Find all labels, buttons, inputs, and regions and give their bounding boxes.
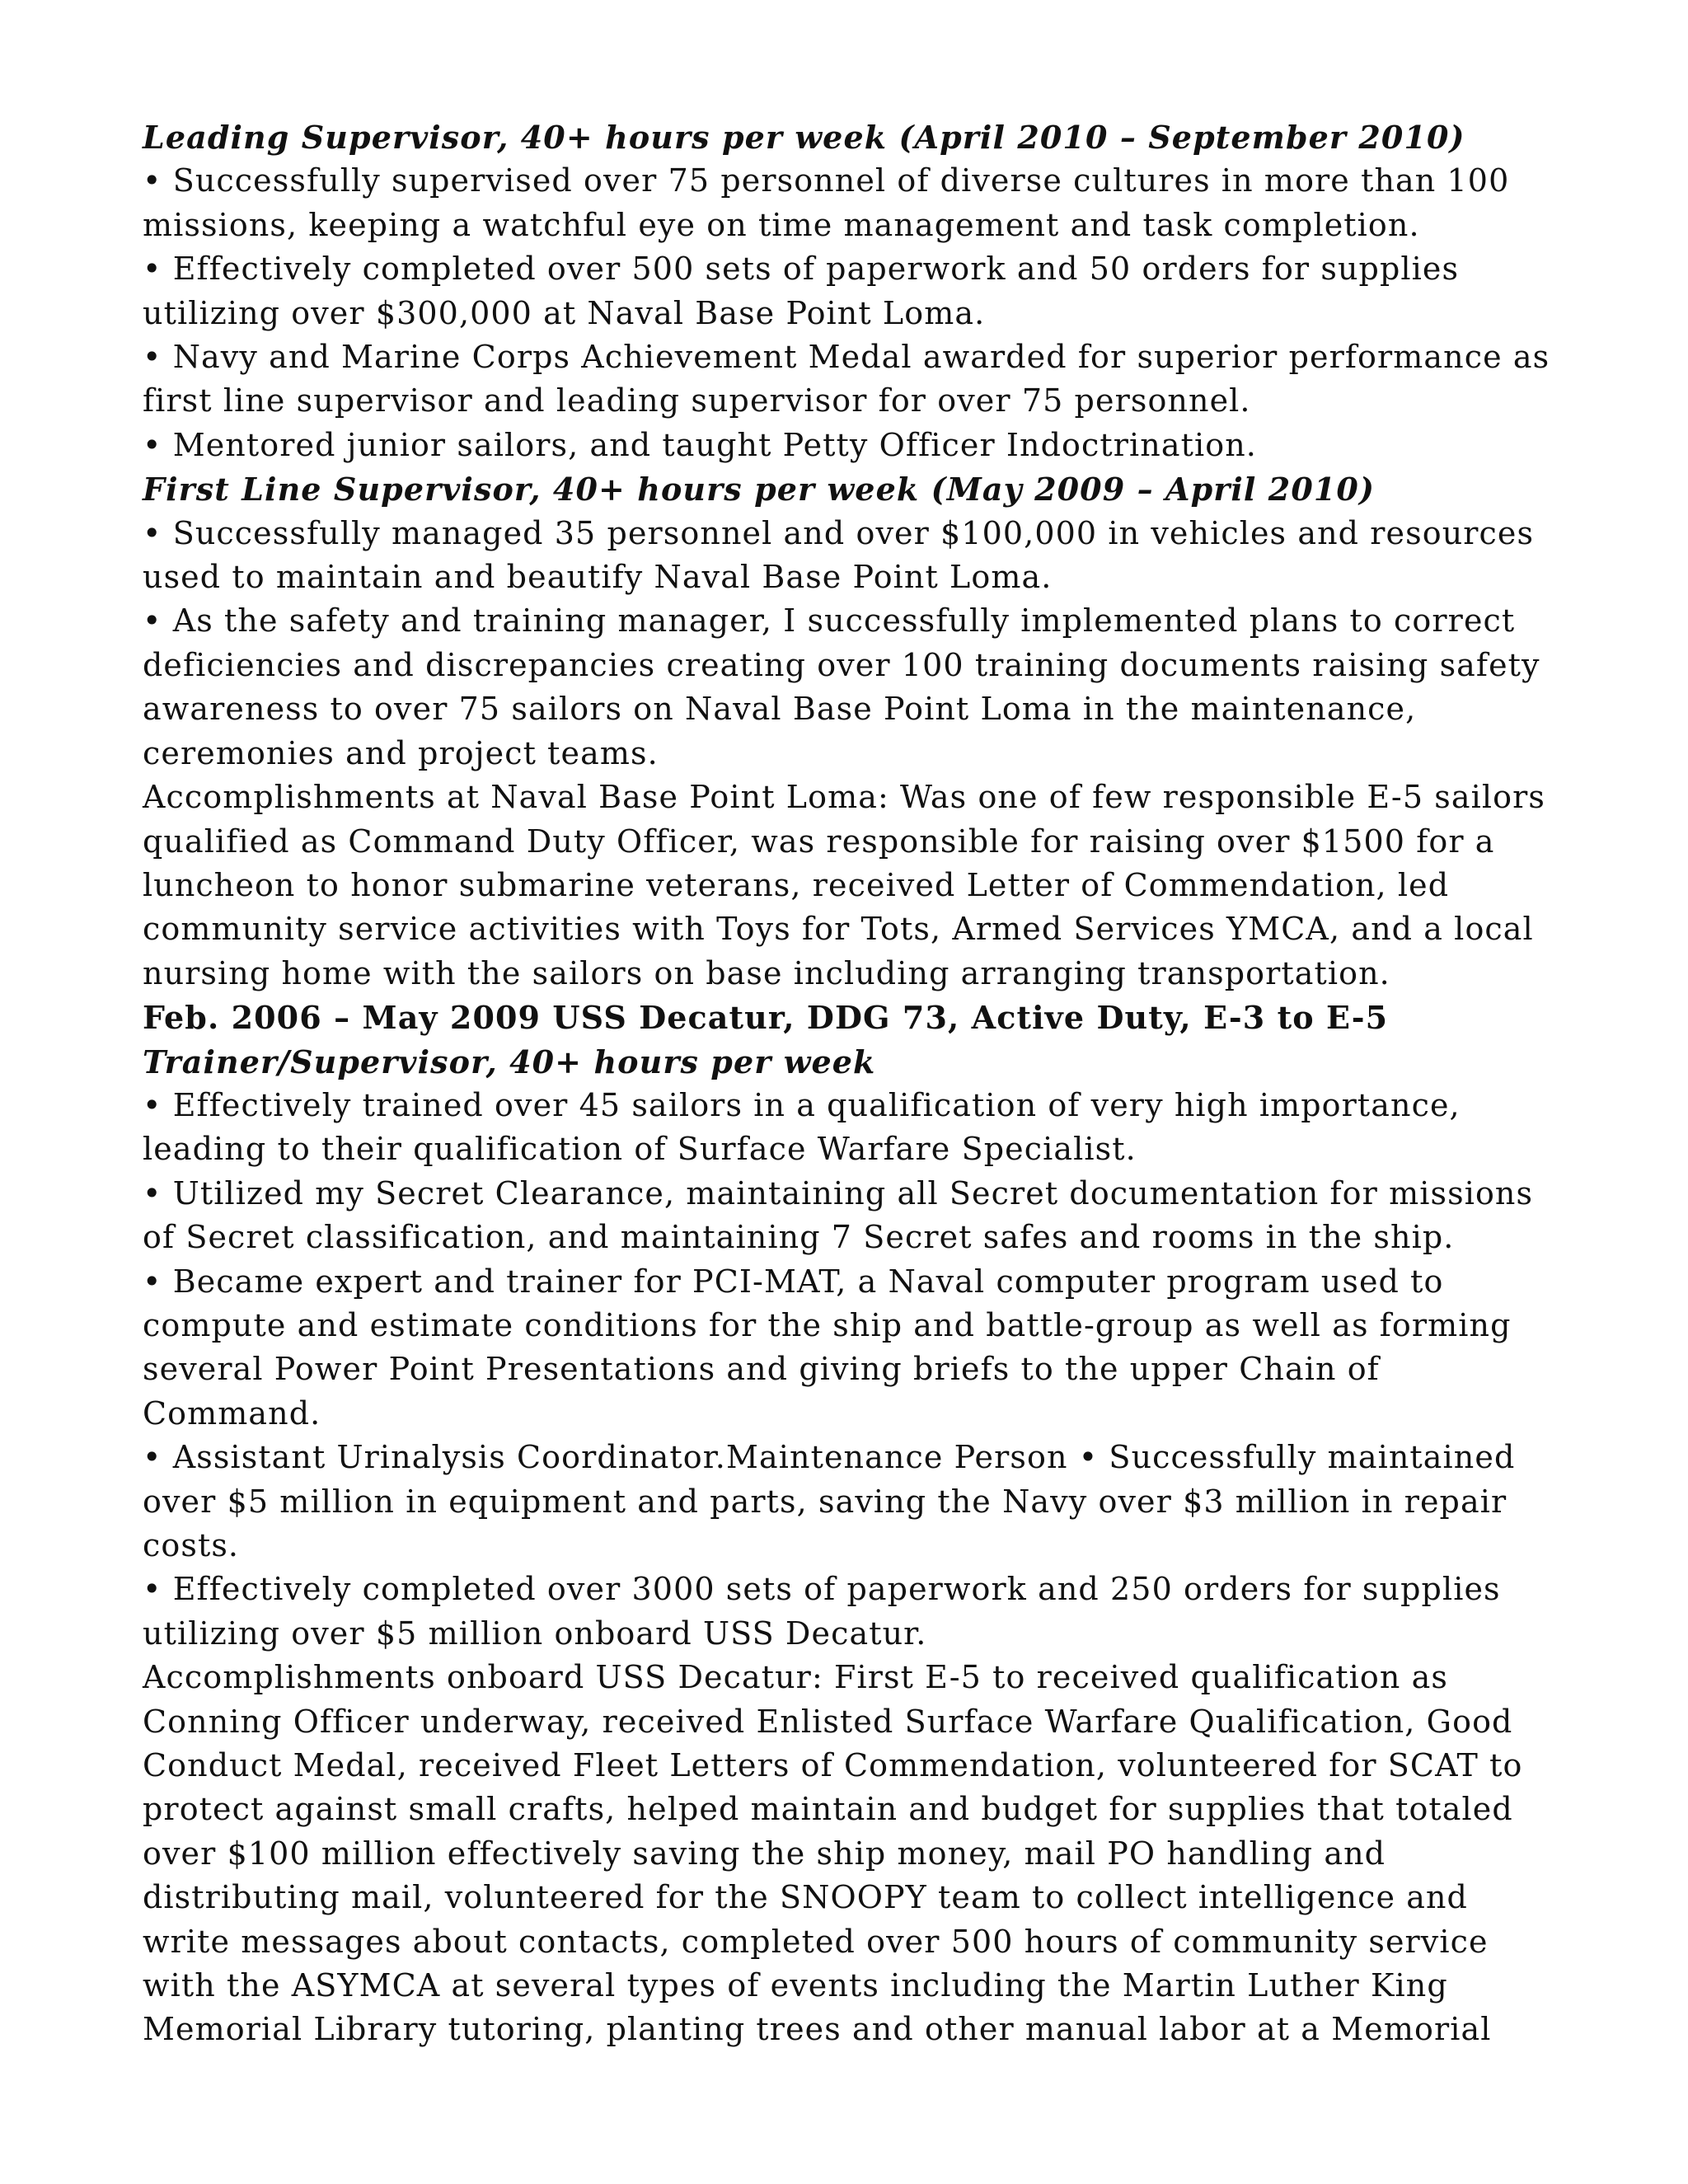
body-text-line: • Effectively trained over 45 sailors in a qualification of very high importance, <box>143 1086 1461 1123</box>
body-text-line: Conduct Medal, received Fleet Letters of Commendation, volunteered for SCAT to <box>143 1747 1523 1784</box>
body-text-line: costs. <box>143 1527 240 1563</box>
body-text-line: • Successfully supervised over 75 personnel of diverse cultures in more than 100 <box>143 162 1510 199</box>
body-text-line: Accomplishments at Naval Base Point Loma: Was one of few responsible E-5 sailors <box>143 779 1546 816</box>
body-text-line: • Successfully managed 35 personnel and over $100,000 in vehicles and resources <box>143 514 1535 551</box>
body-text-line: leading to their qualification of Surface Warfare Specialist. <box>143 1131 1137 1168</box>
body-text-line: • Navy and Marine Corps Achievement Medal awarded for superior performance as <box>143 339 1550 376</box>
body-text-line: compute and estimate conditions for the ship and battle-group as well as forming <box>143 1306 1512 1343</box>
body-text-line: • Assistant Urinalysis Coordinator.Maintenance Person • Successfully maintained <box>143 1439 1516 1476</box>
body-text-line: several Power Point Presentations and giving briefs to the upper Chain of <box>143 1351 1380 1388</box>
position-dates-heading: Feb. 2006 – May 2009 USS Decatur, DDG 73, Active Duty, E-3 to E-5 <box>143 999 1389 1037</box>
job-title-heading: First Line Supervisor, 40+ hours per week (May 2009 – April 2010) <box>143 471 1376 509</box>
body-text-line: luncheon to honor submarine veterans, received Letter of Commendation, led <box>143 866 1450 903</box>
body-text-line: first line supervisor and leading supervisor for over 75 personnel. <box>143 382 1251 419</box>
body-text-line: ceremonies and project teams. <box>143 734 659 771</box>
body-text-line: • Utilized my Secret Clearance, maintaining all Secret documentation for missions <box>143 1174 1534 1212</box>
body-text-line: distributing mail, volunteered for the SNOOPY team to collect intelligence and <box>143 1879 1468 1916</box>
job-title-heading: Leading Supervisor, 40+ hours per week (April 2010 – September 2010) <box>143 119 1465 156</box>
body-text-line: used to maintain and beautify Naval Base Point Loma. <box>143 559 1053 596</box>
body-text-line: • Became expert and trainer for PCI-MAT, a Naval computer program used to <box>143 1263 1444 1300</box>
body-text-line: over $5 million in equipment and parts, saving the Navy over $3 million in repair <box>143 1483 1507 1520</box>
body-text-line: • Effectively completed over 3000 sets of paperwork and 250 orders for supplies <box>143 1571 1501 1608</box>
job-title-heading: Trainer/Supervisor, 40+ hours per week <box>143 1043 876 1080</box>
document-page <box>143 115 1550 2052</box>
body-text-line: Memorial Library tutoring, planting trees and other manual labor at a Memorial <box>143 2011 1492 2048</box>
body-text-line: community service activities with Toys for Tots, Armed Services YMCA, and a local <box>143 911 1534 948</box>
body-text-line: • Mentored junior sailors, and taught Petty Officer Indoctrination. <box>143 426 1257 463</box>
body-text-line: • As the safety and training manager, I successfully implemented plans to correct <box>143 602 1516 640</box>
body-text-line: utilizing over $300,000 at Naval Base Point Loma. <box>143 294 986 331</box>
body-text-line: Conning Officer underway, received Enlisted Surface Warfare Qualification, Good <box>143 1703 1513 1740</box>
body-text-line: awareness to over 75 sailors on Naval Base Point Loma in the maintenance, <box>143 691 1417 728</box>
body-text-line: Command. <box>143 1394 321 1432</box>
body-text-line: nursing home with the sailors on base including arranging transportation. <box>143 954 1390 991</box>
body-text-line: deficiencies and discrepancies creating over 100 training documents raising safety <box>143 646 1540 683</box>
body-text-line: qualified as Command Duty Officer, was responsible for raising over $1500 for a <box>143 823 1495 860</box>
body-text-line: write messages about contacts, completed over 500 hours of community service <box>143 1923 1489 1960</box>
body-text-line: of Secret classification, and maintaining 7 Secret safes and rooms in the ship. <box>143 1219 1455 1256</box>
body-text-line: protect against small crafts, helped maintain and budget for supplies that totaled <box>143 1791 1513 1828</box>
body-text-line: Accomplishments onboard USS Decatur: First E-5 to received qualification as <box>143 1659 1449 1696</box>
body-text-line: utilizing over $5 million onboard USS Decatur. <box>143 1615 927 1652</box>
body-text-line: missions, keeping a watchful eye on time management and task completion. <box>143 206 1420 243</box>
body-text-line: with the ASYMCA at several types of events including the Martin Luther King <box>143 1967 1448 2004</box>
body-text-line: over $100 million effectively saving the ship money, mail PO handling and <box>143 1835 1386 1872</box>
body-text-line: • Effectively completed over 500 sets of paperwork and 50 orders for supplies <box>143 251 1460 288</box>
